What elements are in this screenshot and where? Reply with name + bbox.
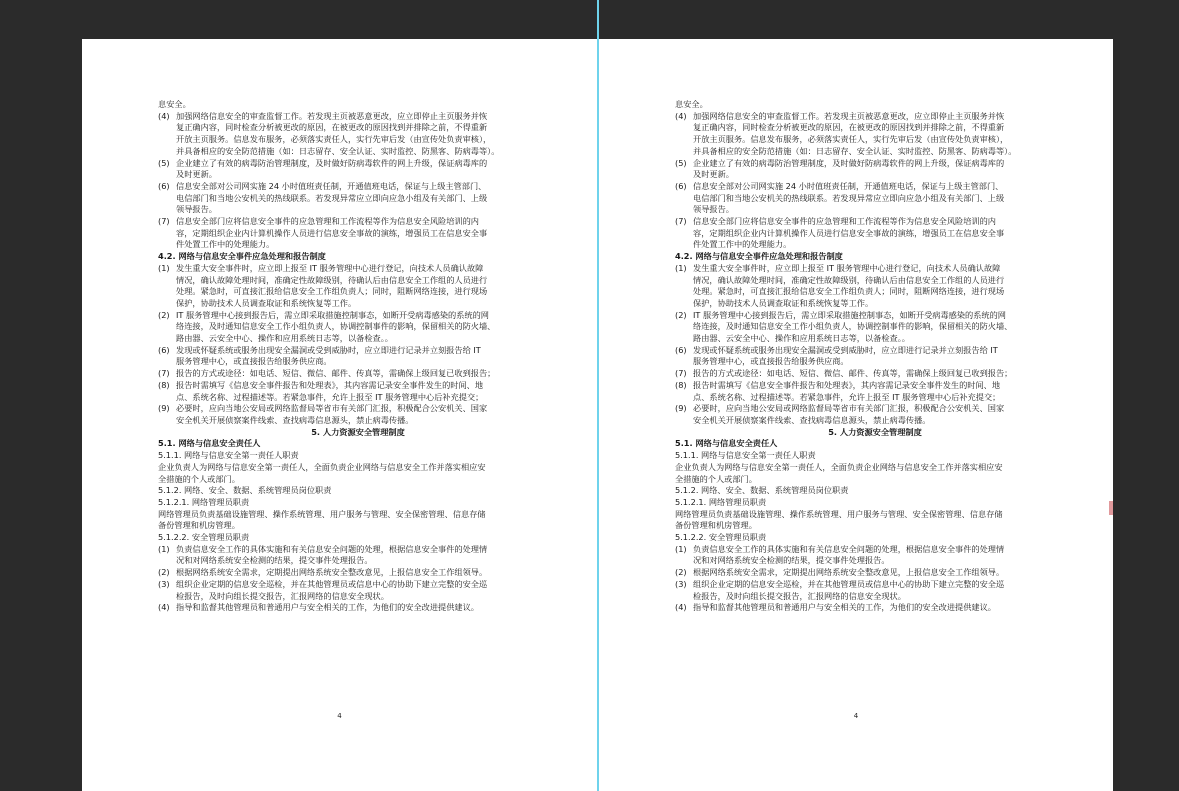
text-line: 报告时需填写《信息安全事件报告和处理表》，其内容需记录安全事件发生的时间、地: [693, 379, 1001, 390]
list-item: [675, 111, 1075, 158]
page-content: [158, 99, 558, 614]
text-line: 息安全。: [675, 99, 708, 109]
list-item-number: (4): [158, 602, 170, 613]
list-item-number: (7): [675, 216, 687, 227]
list-item-number: (3): [675, 578, 687, 589]
list-item-body: [176, 579, 558, 602]
list-item-number: (1): [675, 262, 687, 273]
list-item-number: (8): [675, 379, 687, 390]
text-line: 点、系统名称、过程描述等。若紧急事件，允许上报至 IT 服务管理中心后补充提交；: [693, 391, 1001, 402]
list-item-body: [693, 181, 1075, 216]
list-item: [158, 310, 558, 345]
text-line: 负责信息安全工作的具体实施和有关信息安全问题的处理，根据信息安全事件的处理情: [693, 543, 1005, 554]
list-item-number: (2): [675, 309, 687, 320]
text-line: 信息安全部对公司网实施 24 小时值班责任制，开通值班电话，保证与上级主管部门、: [693, 180, 1004, 191]
text-line: 况和对网络系统安全检测的结果，提交事件处理报告。: [693, 555, 890, 566]
text-line: 5.1.2.1. 网络管理员职责: [158, 496, 250, 507]
text-line: 复正确内容，同时检查分析被更改的原因，在被更改的原因找到并排除之前，不得重新: [693, 122, 1005, 133]
section-heading: 5. 人力资源安全管理制度: [311, 426, 405, 437]
text-line: 备份管理和机房管理。: [675, 520, 757, 531]
text-line: 并具备相应的安全防范措施（如：日志留存、安全认证、实时监控、防黑客、防病毒等）。: [176, 145, 500, 156]
list-item: [158, 403, 558, 426]
list-item: [675, 602, 1075, 614]
text-line: 领导报告。: [693, 204, 734, 215]
text-line: 5.1.2.2. 安全管理员职责: [675, 532, 767, 543]
text-line: 企业建立了有效的病毒防治管理制度，及时做好防病毒软件的网上升级，保证病毒库的: [176, 157, 488, 168]
text-line: 处理。紧急时，可直接汇报给信息安全工作组负责人；同时，阻断网络连接，进行现场: [176, 286, 488, 297]
text-line: IT 服务管理中心接到报告后，需立即采取措施控制事态，如断开受病毒感染的系统的网: [693, 309, 1006, 320]
text-line: 络连接，及时通知信息安全工作小组负责人，协调控制事件的影响，保留相关的防火墙、: [176, 321, 496, 332]
text-line: 件处置工作中的处理能力。: [693, 239, 792, 250]
list-item-number: (2): [158, 567, 170, 578]
list-item: [675, 216, 1075, 251]
text-line: 组织企业定期的信息安全巡检，并在其他管理员或信息中心的协助下建立完整的安全巡: [176, 578, 488, 589]
text-line: 组织企业定期的信息安全巡检，并在其他管理员或信息中心的协助下建立完整的安全巡: [693, 578, 1005, 589]
list-item-body: [176, 216, 558, 251]
text-line: 情况，确认故障处理时间，准确定性故障级别，待确认后由信息安全工作组的人员进行: [176, 274, 488, 285]
text-line: 负责信息安全工作的具体实施和有关信息安全问题的处理，根据信息安全事件的处理情: [176, 543, 488, 554]
text-line: 5.1.2.2. 安全管理员职责: [158, 532, 250, 543]
text-line: 网络管理员负责基础设施管理、操作系统管理、用户服务与管理、安全保密管理、信息存储: [158, 508, 486, 519]
text-line: 信息安全部对公司网实施 24 小时值班责任制，开通值班电话，保证与上级主管部门、: [176, 180, 487, 191]
text-line: 电信部门和当地公安机关的热线联系。若发现异常应立即向应急小组及有关部门、上级: [693, 192, 1005, 203]
text-line: 指导和监督其他管理员和普通用户与安全相关的工作，为他们的安全改进提供建议。: [176, 602, 479, 613]
text-line: 发现或怀疑系统或服务出现安全漏洞或受到威胁时，应立即进行记录并立刻报告给 IT: [693, 344, 998, 355]
list-item-number: (5): [675, 157, 687, 168]
list-item-body: [176, 345, 558, 368]
text-line: 根据网络系统安全需求，定期提出网络系统安全整改意见，上报信息安全工作组领导。: [693, 567, 1005, 578]
list-item: [158, 380, 558, 403]
list-item: [675, 310, 1075, 345]
text-line: 发生重大安全事件时，应立即上报至 IT 服务管理中心进行登记，向技术人员确认故障: [176, 262, 484, 273]
text-line: 安全机关开展侦察案件线索、查找病毒信息源头，禁止病毒传播。: [176, 414, 414, 425]
text-line: 企业建立了有效的病毒防治管理制度，及时做好防病毒软件的网上升级，保证病毒库的: [693, 157, 1005, 168]
text-line: 备份管理和机房管理。: [158, 520, 240, 531]
text-line: 况和对网络系统安全检测的结果，提交事件处理报告。: [176, 555, 373, 566]
list-item-body: [176, 380, 558, 403]
list-item: [158, 181, 558, 216]
text-line: 加强网络信息安全的审查监督工作。若发现主页被恶意更改，应立即停止主页服务并恢: [693, 110, 1005, 121]
list-item-body: [176, 368, 558, 380]
text-line: 点、系统名称、过程描述等。若紧急事件，允许上报至 IT 服务管理中心后补充提交；: [176, 391, 484, 402]
text-line: 电信部门和当地公安机关的热线联系。若发现异常应立即向应急小组及有关部门、上级: [176, 192, 488, 203]
list-item-body: [176, 403, 558, 426]
list-item-body: [693, 310, 1075, 345]
text-line: 领导报告。: [176, 204, 217, 215]
text-line: 安全机关开展侦察案件线索、查找病毒信息源头，禁止病毒传播。: [693, 414, 931, 425]
text-line: 容，定期组织企业内计算机操作人员进行信息安全事故的演练，增强员工在信息安全事: [693, 227, 1005, 238]
text-line: 企业负责人为网络与信息安全第一责任人，全面负责企业网络与信息安全工作并落实相应安: [158, 461, 486, 472]
section-heading: 4.2. 网络与信息安全事件应急处理和报告制度: [158, 251, 326, 262]
text-line: 5.1.1. 网络与信息安全第一责任人职责: [158, 450, 299, 461]
list-item-number: (7): [158, 368, 170, 379]
list-item: [158, 111, 558, 158]
document-page-left: [82, 39, 597, 791]
list-item-body: [176, 181, 558, 216]
list-item: [158, 345, 558, 368]
list-item-body: [693, 345, 1075, 368]
list-item: [675, 403, 1075, 426]
list-item-number: (6): [675, 180, 687, 191]
list-item-body: [176, 310, 558, 345]
list-item-number: (5): [158, 157, 170, 168]
section-heading: 5.1. 网络与信息安全责任人: [675, 438, 778, 449]
text-line: 指导和监督其他管理员和普通用户与安全相关的工作，为他们的安全改进提供建议。: [693, 602, 996, 613]
list-item-body: [693, 403, 1075, 426]
list-item-body: [693, 216, 1075, 251]
list-item-body: [693, 544, 1075, 567]
list-item: [158, 368, 558, 380]
list-item: [158, 263, 558, 310]
list-item-body: [693, 111, 1075, 158]
list-item-body: [693, 579, 1075, 602]
list-item-number: (2): [158, 309, 170, 320]
text-line: 网络管理员负责基础设施管理、操作系统管理、用户服务与管理、安全保密管理、信息存储: [675, 508, 1003, 519]
list-item-body: [176, 602, 558, 614]
text-line: 5.1.2. 网络、安全、数据、系统管理员岗位职责: [158, 485, 332, 496]
text-line: 检报告，及时向组长提交报告，汇报网络的信息安全现状。: [176, 590, 389, 601]
text-line: 5.1.1. 网络与信息安全第一责任人职责: [675, 450, 816, 461]
page-number: 4: [853, 712, 859, 720]
list-item-body: [693, 380, 1075, 403]
list-item-number: (1): [675, 543, 687, 554]
list-item-number: (9): [158, 403, 170, 414]
list-item-number: (7): [158, 216, 170, 227]
text-line: 全措施的个人或部门。: [158, 473, 240, 484]
document-page-right: [599, 39, 1113, 791]
list-item-number: (1): [158, 262, 170, 273]
text-line: 件处置工作中的处理能力。: [176, 239, 275, 250]
text-line: 息安全。: [158, 99, 191, 109]
text-line: 络连接，及时通知信息安全工作小组负责人，协调控制事件的影响，保留相关的防火墙、: [693, 321, 1013, 332]
text-line: 处理。紧急时，可直接汇报给信息安全工作组负责人；同时，阻断网络连接，进行现场: [693, 286, 1005, 297]
text-line: 加强网络信息安全的审查监督工作。若发现主页被恶意更改，应立即停止主页服务并恢: [176, 110, 488, 121]
text-line: 发生重大安全事件时，应立即上报至 IT 服务管理中心进行登记，向技术人员确认故障: [693, 262, 1001, 273]
list-item-number: (4): [675, 602, 687, 613]
text-line: 情况，确认故障处理时间，准确定性故障级别，待确认后由信息安全工作组的人员进行: [693, 274, 1005, 285]
page-content: [675, 99, 1075, 614]
text-line: 企业负责人为网络与信息安全第一责任人，全面负责企业网络与信息安全工作并落实相应安: [675, 461, 1003, 472]
page-number: 4: [337, 712, 342, 720]
list-item-body: [693, 567, 1075, 579]
list-item: [158, 602, 558, 614]
text-line: 保护，协助技术人员调查取证和系统恢复等工作。: [176, 297, 357, 308]
list-item-number: (9): [675, 403, 687, 414]
text-line: 5.1.2.1. 网络管理员职责: [675, 496, 767, 507]
list-item: [675, 158, 1075, 181]
text-line: 信息安全部门应将信息安全事件的应急管理和工作流程等作为信息安全风险培训的内: [176, 216, 479, 227]
list-item-body: [693, 368, 1075, 380]
list-item-number: (4): [158, 110, 170, 121]
list-item-body: [693, 263, 1075, 310]
list-item-body: [693, 602, 1075, 614]
text-line: 路由器、云安全中心、操作和应用系统日志等，以备检查。。: [693, 333, 910, 344]
text-line: 开放主页服务。信息发布服务，必须落实责任人，实行先审后发（由宣传处负责审核），: [176, 134, 492, 145]
list-item-number: (6): [158, 344, 170, 355]
list-item: [675, 544, 1075, 567]
section-heading: 4.2. 网络与信息安全事件应急处理和报告制度: [675, 251, 843, 262]
text-line: 路由器、云安全中心、操作和应用系统日志等，以备检查。。: [176, 333, 393, 344]
list-item-number: (6): [158, 180, 170, 191]
list-item-number: (6): [675, 344, 687, 355]
text-line: 根据网络系统安全需求，定期提出网络系统安全整改意见，上报信息安全工作组领导。: [176, 567, 488, 578]
list-item-number: (8): [158, 379, 170, 390]
list-item: [158, 158, 558, 181]
section-heading: 5. 人力资源安全管理制度: [828, 426, 922, 437]
list-item-body: [176, 263, 558, 310]
list-item-body: [693, 158, 1075, 181]
list-item: [675, 380, 1075, 403]
text-line: 5.1.2. 网络、安全、数据、系统管理员岗位职责: [675, 485, 849, 496]
text-line: 开放主页服务。信息发布服务，必须落实责任人，实行先审后发（由宣传处负责审核），: [693, 134, 1009, 145]
text-line: 发现或怀疑系统或服务出现安全漏洞或受到威胁时，应立即进行记录并立刻报告给 IT: [176, 344, 481, 355]
list-item: [675, 263, 1075, 310]
list-item-number: (2): [675, 567, 687, 578]
text-line: 必要时，应向当地公安局或网络监督局等省市有关部门汇报，积极配合公安机关、国家: [693, 403, 1005, 414]
text-line: 复正确内容，同时检查分析被更改的原因，在被更改的原因找到并排除之前，不得重新: [176, 122, 488, 133]
list-item-body: [176, 111, 558, 158]
text-line: 保护，协助技术人员调查取证和系统恢复等工作。: [693, 297, 874, 308]
list-item-number: (1): [158, 543, 170, 554]
text-line: 服务管理中心，或直接报告给服务供应商。: [176, 356, 332, 367]
text-line: 信息安全部门应将信息安全事件的应急管理和工作流程等作为信息安全风险培训的内: [693, 216, 996, 227]
list-item: [158, 567, 558, 579]
list-item-body: [176, 544, 558, 567]
text-line: 容，定期组织企业内计算机操作人员进行信息安全事故的演练，增强员工在信息安全事: [176, 227, 488, 238]
list-item-body: [176, 567, 558, 579]
text-line: 检报告，及时向组长提交报告，汇报网络的信息安全现状。: [693, 590, 906, 601]
list-item-number: (3): [158, 578, 170, 589]
text-line: 及时更新。: [176, 169, 217, 180]
scan-mark: [1109, 501, 1113, 515]
list-item-number: (4): [675, 110, 687, 121]
list-item: [158, 216, 558, 251]
list-item: [675, 567, 1075, 579]
text-line: 报告时需填写《信息安全事件报告和处理表》，其内容需记录安全事件发生的时间、地: [176, 379, 484, 390]
list-item: [675, 181, 1075, 216]
list-item: [158, 579, 558, 602]
list-item-number: (7): [675, 368, 687, 379]
text-line: 并具备相应的安全防范措施（如：日志留存、安全认证、实时监控、防黑客、防病毒等）。: [693, 145, 1017, 156]
list-item: [675, 368, 1075, 380]
text-line: 服务管理中心，或直接报告给服务供应商。: [693, 356, 849, 367]
text-line: 报告的方式或途径：如电话、短信、微信、邮件、传真等，需确保上级回复已收到报告；: [176, 368, 496, 379]
list-item-body: [176, 158, 558, 181]
text-line: 全措施的个人或部门。: [675, 473, 757, 484]
list-item: [675, 345, 1075, 368]
list-item: [158, 544, 558, 567]
text-line: 必要时，应向当地公安局或网络监督局等省市有关部门汇报，积极配合公安机关、国家: [176, 403, 488, 414]
text-line: 报告的方式或途径：如电话、短信、微信、邮件、传真等，需确保上级回复已收到报告；: [693, 368, 1013, 379]
section-heading: 5.1. 网络与信息安全责任人: [158, 438, 261, 449]
text-line: 及时更新。: [693, 169, 734, 180]
text-line: IT 服务管理中心接到报告后，需立即采取措施控制事态，如断开受病毒感染的系统的网: [176, 309, 489, 320]
list-item: [675, 579, 1075, 602]
